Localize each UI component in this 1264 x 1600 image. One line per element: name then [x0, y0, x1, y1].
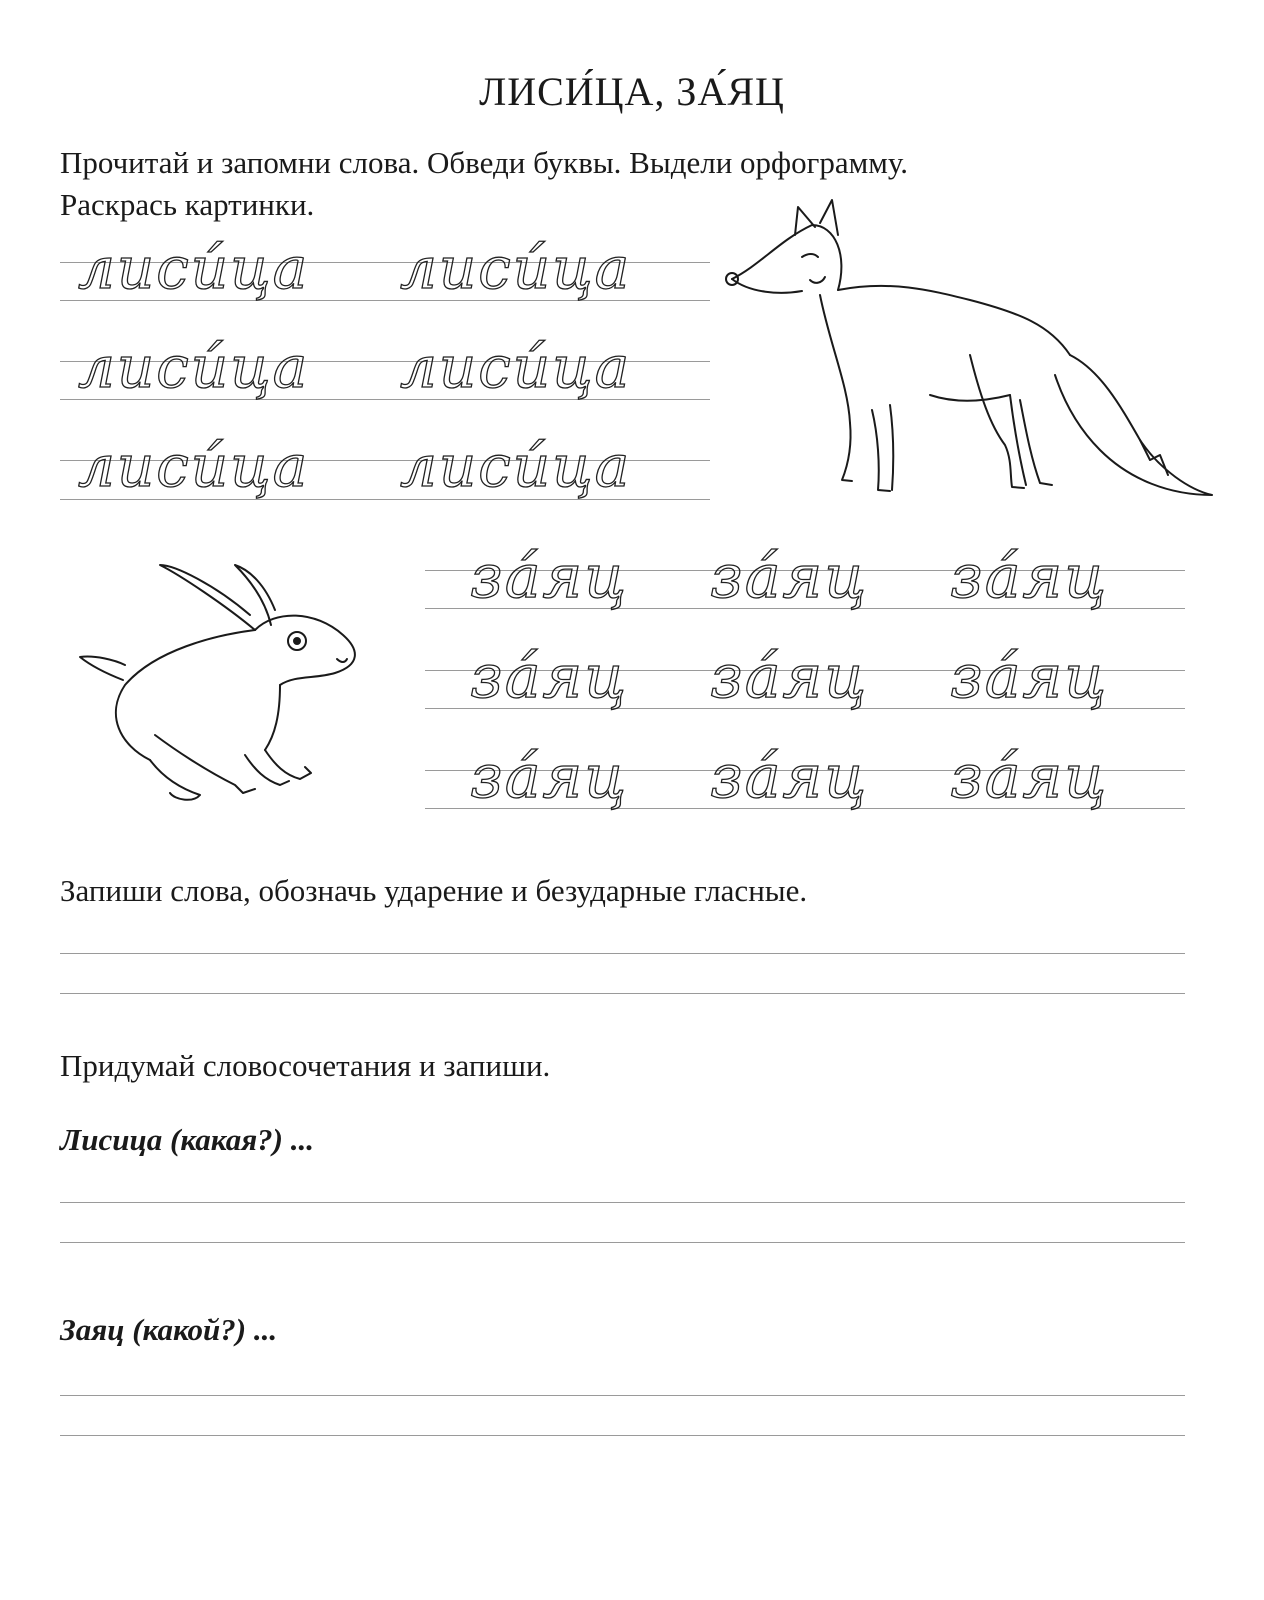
trace-word[interactable]: за́яц	[710, 542, 869, 612]
trace-word[interactable]: лиси́ца	[400, 333, 632, 401]
trace-word[interactable]: за́яц	[710, 642, 869, 712]
trace-word[interactable]: за́яц	[950, 642, 1109, 712]
trace-word[interactable]: за́яц	[470, 542, 629, 612]
trace-word[interactable]: лиси́ца	[78, 333, 310, 401]
answer-line[interactable]	[60, 953, 1185, 954]
instruction-line-1: Прочитай и запомни слова. Обведи буквы. Выдели орфограмму.	[60, 145, 908, 180]
task-write-words: Запиши слова, обозначь ударение и безударные гласные.	[60, 873, 808, 908]
answer-line[interactable]	[60, 1435, 1185, 1436]
trace-word[interactable]: лиси́ца	[400, 432, 632, 500]
prompt-fox: Лисица (какая?) ...	[60, 1122, 314, 1157]
answer-line[interactable]	[60, 993, 1185, 994]
answer-line[interactable]	[60, 1395, 1185, 1396]
trace-word[interactable]: лиси́ца	[78, 432, 310, 500]
page-title: ЛИСИ́ЦА, ЗА́ЯЦ	[479, 69, 785, 114]
fox-drawing	[720, 195, 1220, 505]
trace-word[interactable]: лиси́ца	[78, 234, 310, 302]
trace-word[interactable]: лиси́ца	[400, 234, 632, 302]
hare-drawing	[75, 555, 375, 810]
answer-line[interactable]	[60, 1242, 1185, 1243]
trace-word[interactable]: за́яц	[950, 742, 1109, 812]
trace-word[interactable]: за́яц	[470, 642, 629, 712]
trace-word[interactable]: за́яц	[710, 742, 869, 812]
trace-word[interactable]: за́яц	[950, 542, 1109, 612]
prompt-hare: Заяц (какой?) ...	[60, 1312, 278, 1347]
instruction-line-2: Раскрась картинки.	[60, 187, 315, 222]
trace-word[interactable]: за́яц	[470, 742, 629, 812]
task-phrases: Придумай словосочетания и запиши.	[60, 1048, 551, 1083]
answer-line[interactable]	[60, 1202, 1185, 1203]
